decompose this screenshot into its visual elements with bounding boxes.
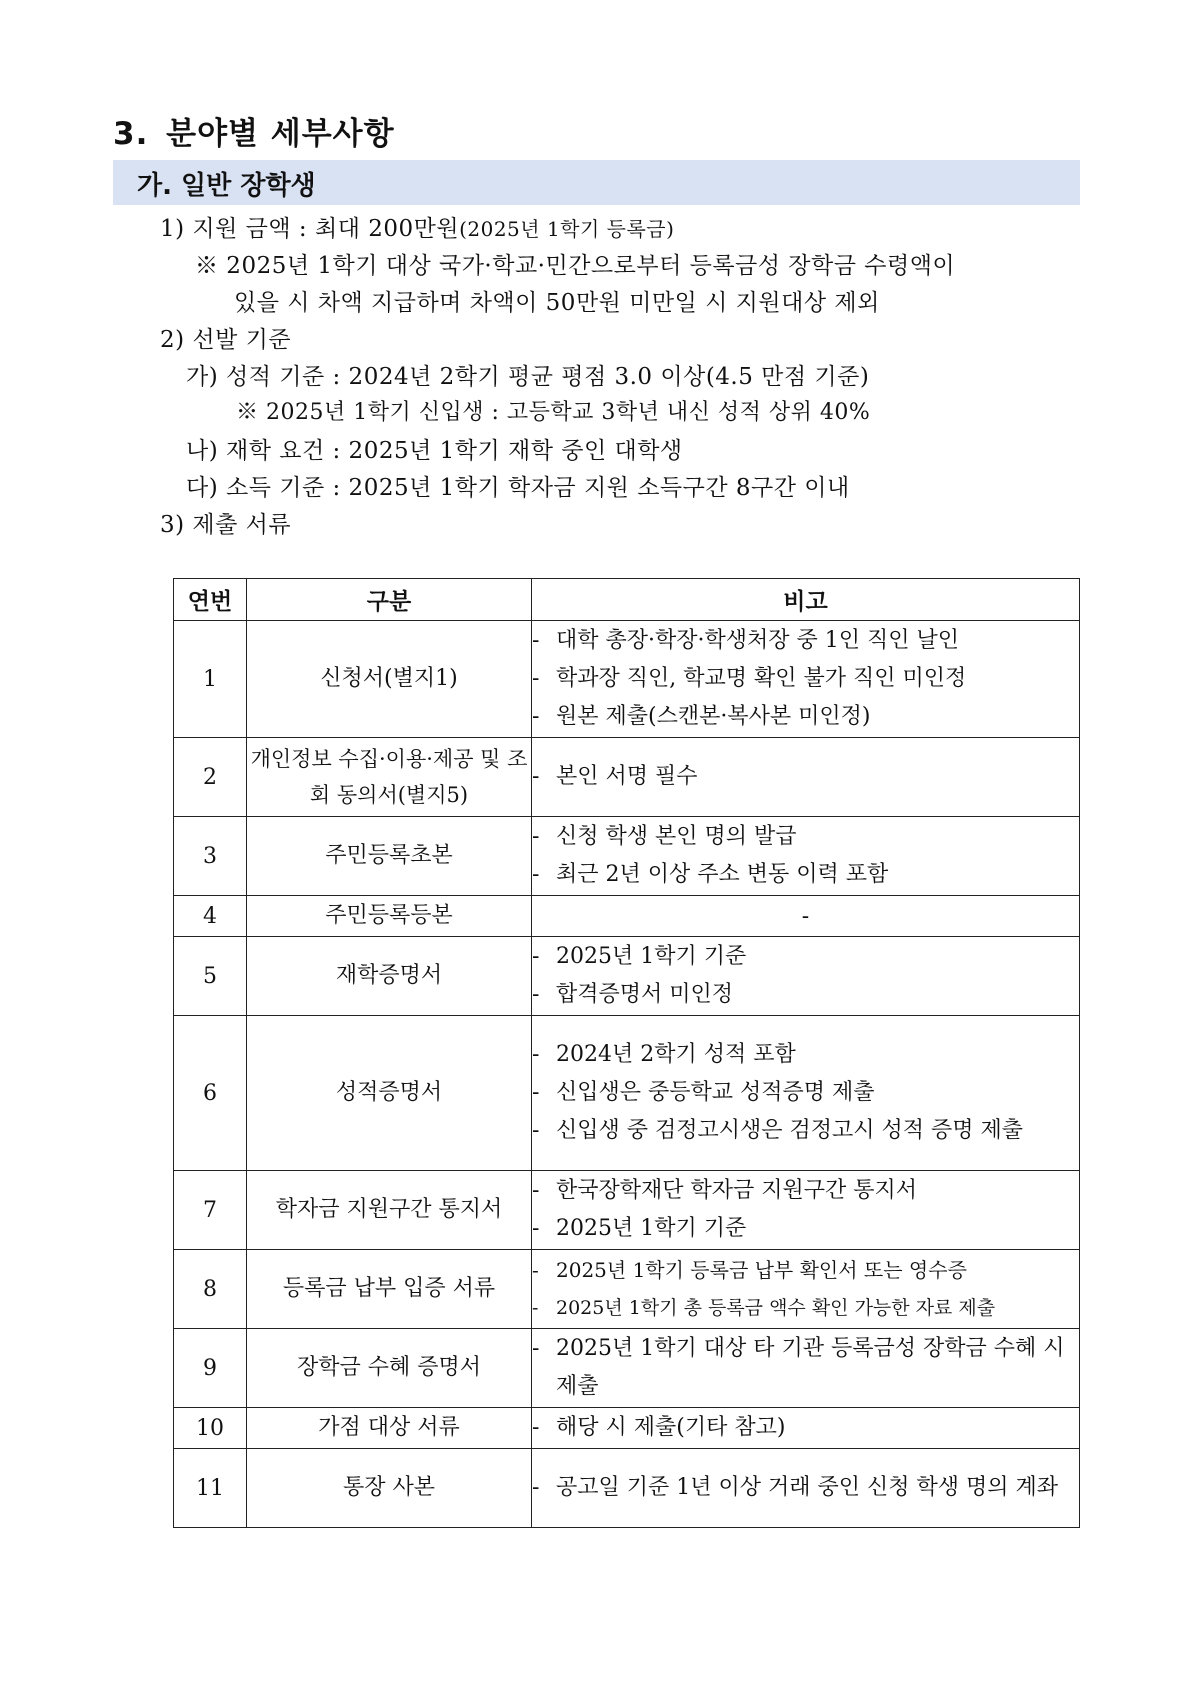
- row-notes: [532, 1408, 1080, 1449]
- table-row: [174, 1408, 1080, 1449]
- amount-note-line2: 있을 시 차액 지급하며 차액이 50만원 미만일 시 지원대상 제외: [234, 290, 880, 316]
- criteria-grade: 가) 성적 기준 : 2024년 2학기 평균 평점 3.0 이상(4.5 만점 기준): [186, 364, 870, 390]
- documents-table: [173, 578, 1080, 1528]
- column-header-no: 연번: [174, 579, 247, 621]
- table-header-row: [174, 579, 1080, 621]
- row-number: 5: [174, 937, 247, 1016]
- criteria-heading: 2) 선발 기준: [160, 327, 292, 353]
- row-category: 주민등록초본: [247, 817, 532, 896]
- note-item: - 신입생은 중등학교 성적증명 제출: [532, 1074, 1079, 1112]
- note-item: - 신청 학생 본인 명의 발급: [532, 818, 1079, 856]
- row-category: 재학증명서: [247, 937, 532, 1016]
- row-notes: [532, 1449, 1080, 1528]
- note-item: - 신입생 중 검정고시생은 검정고시 성적 증명 제출: [532, 1112, 1079, 1150]
- amount-suffix: (2025년 1학기 등록금): [459, 217, 675, 241]
- row-category: 개인정보 수집·이용·제공 및 조회 동의서(별지5): [247, 738, 532, 817]
- note-item: - 최근 2년 이상 주소 변동 이력 포함: [532, 856, 1079, 894]
- row-category: 성적증명서: [247, 1016, 532, 1171]
- section-heading: [113, 108, 395, 153]
- row-number: 9: [174, 1329, 247, 1408]
- table-row: [174, 817, 1080, 896]
- amount-label: 1) 지원 금액 : 최대 200만원: [160, 216, 460, 242]
- row-category: 신청서(별지1): [247, 621, 532, 738]
- documents-heading: 3) 제출 서류: [160, 512, 292, 538]
- note-item: - 대학 총장·학장·학생처장 중 1인 직인 날인: [532, 622, 1079, 660]
- note-item: - 해당 시 제출(기타 참고): [532, 1409, 1079, 1447]
- table-row: [174, 937, 1080, 1016]
- section-number: 3.: [113, 116, 149, 152]
- table-row: [174, 1250, 1080, 1329]
- criteria-enrollment: 나) 재학 요건 : 2025년 1학기 재학 중인 대학생: [186, 438, 683, 464]
- row-notes: [532, 1016, 1080, 1171]
- note-item: - 한국장학재단 학자금 지원구간 통지서: [532, 1172, 1079, 1210]
- row-number: 4: [174, 896, 247, 937]
- row-number: 2: [174, 738, 247, 817]
- row-number: 6: [174, 1016, 247, 1171]
- criteria-grade-note: ※ 2025년 1학기 신입생 : 고등학교 3학년 내신 성적 상위 40%: [236, 400, 871, 425]
- row-notes: [532, 738, 1080, 817]
- table-row: [174, 738, 1080, 817]
- note-item: - 2025년 1학기 기준: [532, 938, 1079, 976]
- column-header-category: 구분: [247, 579, 532, 621]
- subsection-banner: [113, 160, 1080, 205]
- note-item: - 2025년 1학기 등록금 납부 확인서 또는 영수증: [532, 1251, 1079, 1289]
- table-row: [174, 621, 1080, 738]
- note-item: - 2025년 1학기 총 등록금 액수 확인 가능한 자료 제출: [532, 1289, 1079, 1327]
- row-number: 7: [174, 1171, 247, 1250]
- row-category: 가점 대상 서류: [247, 1408, 532, 1449]
- row-number: 3: [174, 817, 247, 896]
- note-item: - 2025년 1학기 대상 타 기관 등록금성 장학금 수혜 시 제출: [532, 1330, 1079, 1406]
- note-item: - 공고일 기준 1년 이상 거래 중인 신청 학생 명의 계좌: [532, 1469, 1079, 1507]
- table-row: [174, 1329, 1080, 1408]
- row-notes: [532, 1171, 1080, 1250]
- note-item: - 2025년 1학기 기준: [532, 1210, 1079, 1248]
- amount-note-line1: ※ 2025년 1학기 대상 국가·학교·민간으로부터 등록금성 장학금 수령액이: [195, 253, 956, 279]
- row-category: 등록금 납부 입증 서류: [247, 1250, 532, 1329]
- note-item: - 학과장 직인, 학교명 확인 불가 직인 미인정: [532, 660, 1079, 698]
- row-number: 11: [174, 1449, 247, 1528]
- row-number: 10: [174, 1408, 247, 1449]
- row-category: 장학금 수혜 증명서: [247, 1329, 532, 1408]
- table-row: [174, 1016, 1080, 1171]
- row-notes: [532, 1250, 1080, 1329]
- table-row: [174, 1171, 1080, 1250]
- note-item: - 합격증명서 미인정: [532, 976, 1079, 1014]
- note-item: - 원본 제출(스캔본·복사본 미인정): [532, 698, 1079, 736]
- table-row: [174, 1449, 1080, 1528]
- note-item: - 본인 서명 필수: [532, 758, 1079, 796]
- row-category: 통장 사본: [247, 1449, 532, 1528]
- row-number: 1: [174, 621, 247, 738]
- column-header-notes: 비고: [532, 579, 1080, 621]
- criteria-income: 다) 소득 기준 : 2025년 1학기 학자금 지원 소득구간 8구간 이내: [186, 475, 850, 501]
- table-row: [174, 896, 1080, 937]
- row-notes: [532, 937, 1080, 1016]
- note-item: - 2024년 2학기 성적 포함: [532, 1036, 1079, 1074]
- row-category: 주민등록등본: [247, 896, 532, 937]
- row-notes-empty: -: [532, 896, 1080, 937]
- row-number: 8: [174, 1250, 247, 1329]
- amount-line: [160, 210, 674, 243]
- row-notes: [532, 621, 1080, 738]
- subsection-title: 가. 일반 장학생: [137, 171, 316, 201]
- section-title: 분야별 세부사항: [166, 116, 395, 152]
- row-notes: [532, 1329, 1080, 1408]
- row-notes: [532, 817, 1080, 896]
- row-category: 학자금 지원구간 통지서: [247, 1171, 532, 1250]
